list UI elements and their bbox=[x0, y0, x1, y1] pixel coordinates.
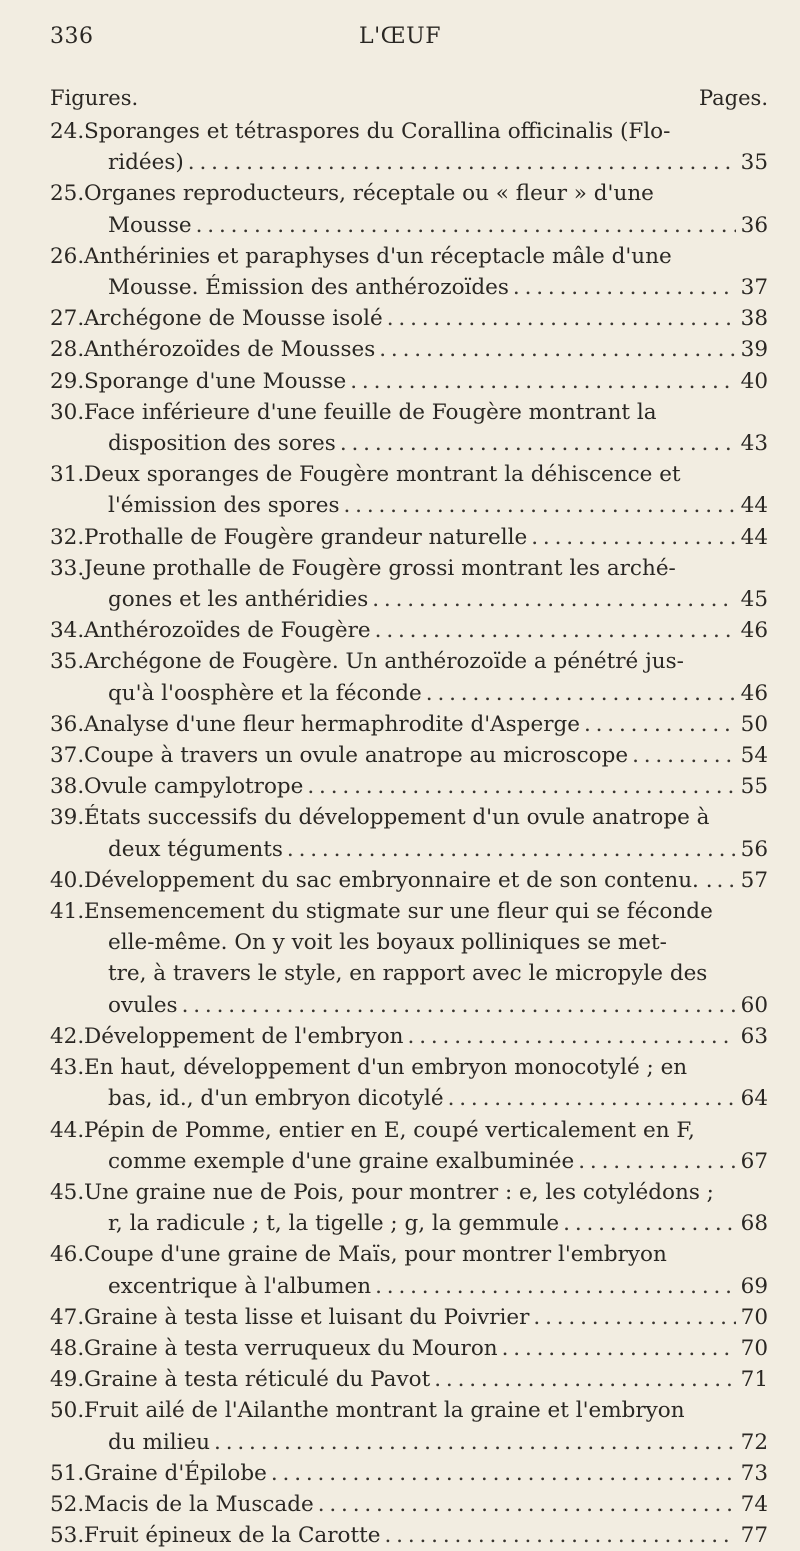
figure-number: 45. bbox=[50, 1179, 85, 1205]
caption-text: Ovule campylotrope bbox=[84, 774, 304, 800]
list-item bbox=[50, 709, 768, 740]
caption-line: Jeune prothalle de Fougère grossi montrant les arché- bbox=[84, 555, 676, 581]
figure-number: 30. bbox=[50, 399, 85, 425]
dot-leader bbox=[182, 990, 736, 1021]
figure-caption bbox=[84, 771, 768, 802]
caption-line: Ensemencement du stigmate sur une fleur qui se féconde bbox=[84, 899, 713, 925]
dot-leader bbox=[563, 1208, 736, 1239]
caption-last-line bbox=[84, 834, 768, 865]
dot-leader bbox=[387, 303, 736, 334]
caption-text: Anthérozoïdes de Mousses bbox=[84, 337, 376, 363]
figure-number: 33. bbox=[50, 555, 85, 581]
caption-last-line bbox=[84, 210, 768, 241]
figure-number: 31. bbox=[50, 462, 85, 488]
figure-caption bbox=[84, 1458, 768, 1489]
caption-last-line bbox=[84, 709, 768, 740]
figure-number: 46. bbox=[50, 1242, 85, 1268]
dot-leader bbox=[379, 334, 736, 365]
figure-caption bbox=[84, 522, 768, 553]
caption-line: Face inférieure d'une feuille de Fougère montrant la bbox=[84, 399, 657, 425]
figure-number: 34. bbox=[50, 618, 85, 644]
caption-last-line bbox=[84, 865, 768, 896]
figure-caption bbox=[84, 303, 768, 334]
caption-last-line bbox=[84, 303, 768, 334]
figure-caption bbox=[84, 865, 768, 896]
dot-leader bbox=[350, 366, 736, 397]
list-item bbox=[50, 771, 768, 802]
caption-last-line bbox=[84, 1489, 768, 1520]
caption-text: Mousse bbox=[108, 212, 192, 238]
caption-text: r, la radicule ; t, la tigelle ; g, la gemmule bbox=[108, 1211, 560, 1237]
list-item bbox=[50, 459, 768, 521]
page-reference: 36 bbox=[740, 212, 768, 238]
page-reference: 63 bbox=[740, 1023, 768, 1049]
list-item bbox=[50, 1021, 768, 1052]
caption-last-line bbox=[84, 1458, 768, 1489]
caption-line: Coupe d'une graine de Maïs, pour montrer l'embryon bbox=[84, 1242, 667, 1268]
dot-leader bbox=[372, 584, 736, 615]
page-reference: 44 bbox=[740, 493, 768, 519]
list-item bbox=[50, 241, 768, 303]
page-reference: 38 bbox=[740, 306, 768, 332]
dot-leader bbox=[271, 1458, 736, 1489]
dot-leader bbox=[375, 615, 736, 646]
caption-line: Anthérinies et paraphyses d'un réceptacle mâle d'une bbox=[84, 243, 672, 269]
figure-caption bbox=[84, 1177, 768, 1239]
caption-last-line bbox=[84, 1427, 768, 1458]
figure-caption bbox=[84, 1052, 768, 1114]
caption-text: Anthérozoïdes de Fougère bbox=[84, 618, 371, 644]
caption-last-line bbox=[84, 272, 768, 303]
caption-last-line bbox=[84, 740, 768, 771]
caption-last-line bbox=[84, 366, 768, 397]
page-reference: 72 bbox=[740, 1429, 768, 1455]
figure-list bbox=[50, 116, 768, 1551]
list-item bbox=[50, 1489, 768, 1520]
caption-text: Analyse d'une fleur hermaphrodite d'Asperge bbox=[84, 711, 580, 737]
page-reference: 57 bbox=[740, 867, 768, 893]
figure-number: 28. bbox=[50, 337, 85, 363]
figure-caption bbox=[84, 116, 768, 178]
page-reference: 46 bbox=[740, 618, 768, 644]
dot-leader bbox=[513, 272, 736, 303]
caption-text: ovules bbox=[108, 992, 178, 1018]
caption-text: Fruit épineux de la Carotte bbox=[84, 1523, 381, 1549]
caption-last-line bbox=[84, 1520, 768, 1551]
caption-last-line bbox=[84, 678, 768, 709]
caption-text: Archégone de Mousse isolé bbox=[84, 306, 383, 332]
caption-text: Macis de la Muscade bbox=[84, 1491, 314, 1517]
caption-last-line bbox=[84, 1021, 768, 1052]
figure-caption bbox=[84, 896, 768, 1021]
dot-leader bbox=[578, 1146, 736, 1177]
figure-caption bbox=[84, 709, 768, 740]
caption-last-line bbox=[84, 147, 768, 178]
caption-last-line bbox=[84, 428, 768, 459]
caption-text: Mousse. Émission des anthérozoïdes bbox=[108, 275, 509, 301]
figure-number: 25. bbox=[50, 181, 85, 207]
caption-last-line bbox=[84, 1208, 768, 1239]
figure-caption bbox=[84, 178, 768, 240]
list-item bbox=[50, 303, 768, 334]
figure-number: 29. bbox=[50, 368, 85, 394]
caption-text: comme exemple d'une graine exalbuminée bbox=[108, 1148, 575, 1174]
page-reference: 67 bbox=[740, 1148, 768, 1174]
figure-caption bbox=[84, 1021, 768, 1052]
dot-leader bbox=[584, 709, 736, 740]
list-item bbox=[50, 1302, 768, 1333]
page-header bbox=[50, 24, 750, 64]
figure-number: 44. bbox=[50, 1117, 85, 1143]
figure-number: 47. bbox=[50, 1304, 85, 1330]
figure-number: 48. bbox=[50, 1335, 85, 1361]
list-item bbox=[50, 366, 768, 397]
dot-leader bbox=[384, 1520, 736, 1551]
page-reference: 40 bbox=[740, 368, 768, 394]
caption-text: bas, id., d'un embryon dicotylé bbox=[108, 1086, 444, 1112]
caption-last-line bbox=[84, 771, 768, 802]
dot-leader bbox=[188, 147, 736, 178]
list-item bbox=[50, 802, 768, 864]
caption-last-line bbox=[84, 990, 768, 1021]
caption-last-line bbox=[84, 1302, 768, 1333]
list-item bbox=[50, 178, 768, 240]
page-reference: 55 bbox=[740, 774, 768, 800]
list-item bbox=[50, 1239, 768, 1301]
dot-leader bbox=[196, 210, 736, 241]
figure-number: 53. bbox=[50, 1523, 85, 1549]
figure-number: 37. bbox=[50, 743, 85, 769]
caption-last-line bbox=[84, 334, 768, 365]
figures-column-label: Figures. bbox=[50, 86, 139, 110]
page-reference: 35 bbox=[740, 150, 768, 176]
list-item bbox=[50, 1052, 768, 1114]
page-reference: 56 bbox=[740, 836, 768, 862]
page-reference: 54 bbox=[740, 743, 768, 769]
list-item bbox=[50, 397, 768, 459]
list-item bbox=[50, 1115, 768, 1177]
dot-leader bbox=[632, 740, 736, 771]
caption-text: qu'à l'oosphère et la féconde bbox=[108, 680, 422, 706]
figure-number: 38. bbox=[50, 774, 85, 800]
dot-leader bbox=[531, 522, 736, 553]
dot-leader bbox=[307, 771, 736, 802]
figure-number: 35. bbox=[50, 649, 85, 675]
caption-last-line bbox=[84, 522, 768, 553]
page-reference: 74 bbox=[740, 1491, 768, 1517]
figure-caption bbox=[84, 334, 768, 365]
figure-number: 41. bbox=[50, 899, 85, 925]
figure-caption bbox=[84, 553, 768, 615]
list-item bbox=[50, 615, 768, 646]
figure-number: 24. bbox=[50, 119, 85, 144]
list-item bbox=[50, 896, 768, 1021]
caption-text: Développement de l'embryon bbox=[84, 1023, 404, 1049]
dot-leader bbox=[287, 834, 736, 865]
dot-leader bbox=[375, 1271, 736, 1302]
caption-text: Coupe à travers un ovule anatrope au microscope bbox=[84, 743, 629, 769]
page-number: 336 bbox=[50, 24, 94, 49]
page-reference: 69 bbox=[740, 1273, 768, 1299]
caption-text: Développement du sac embryonnaire et de son contenu. . bbox=[84, 867, 713, 893]
figure-caption bbox=[84, 1333, 768, 1364]
page-reference: 50 bbox=[740, 711, 768, 737]
list-item bbox=[50, 522, 768, 553]
caption-last-line bbox=[84, 1333, 768, 1364]
dot-leader bbox=[408, 1021, 736, 1052]
figure-number: 42. bbox=[50, 1023, 85, 1049]
page-reference: 46 bbox=[740, 680, 768, 706]
page-reference: 70 bbox=[740, 1335, 768, 1361]
caption-line: En haut, développement d'un embryon monocotylé ; en bbox=[84, 1055, 688, 1081]
caption-line: Pépin de Pomme, entier en E, coupé verticalement en F, bbox=[84, 1117, 695, 1143]
figure-caption bbox=[84, 459, 768, 521]
page-reference: 71 bbox=[740, 1367, 768, 1393]
list-item bbox=[50, 1333, 768, 1364]
figure-number: 36. bbox=[50, 711, 85, 737]
figure-caption bbox=[84, 366, 768, 397]
caption-text: gones et les anthéridies bbox=[108, 587, 369, 613]
figure-number: 43. bbox=[50, 1055, 85, 1081]
caption-line: États successifs du développement d'un ovule anatrope à bbox=[84, 805, 710, 831]
caption-last-line bbox=[84, 1364, 768, 1395]
list-item bbox=[50, 1364, 768, 1395]
caption-last-line bbox=[84, 490, 768, 521]
caption-last-line bbox=[84, 584, 768, 615]
figure-caption bbox=[84, 1489, 768, 1520]
dot-leader bbox=[533, 1302, 736, 1333]
dot-leader bbox=[340, 428, 736, 459]
figure-caption bbox=[84, 241, 768, 303]
pages-column-label: Pages. bbox=[698, 86, 768, 110]
list-item bbox=[50, 116, 768, 178]
dot-leader bbox=[426, 678, 736, 709]
page-reference: 73 bbox=[740, 1460, 768, 1486]
caption-text: ridées) bbox=[108, 150, 184, 176]
figure-caption bbox=[84, 1239, 768, 1301]
caption-text: Graine d'Épilobe bbox=[84, 1460, 267, 1486]
figure-caption bbox=[84, 646, 768, 708]
list-item bbox=[50, 334, 768, 365]
caption-line: Archégone de Fougère. Un anthérozoïde a pénétré jus- bbox=[84, 649, 684, 675]
caption-line: tre, à travers le style, en rapport avec le micropyle des bbox=[108, 961, 708, 987]
dot-leader bbox=[343, 490, 736, 521]
figure-caption bbox=[84, 1364, 768, 1395]
figure-caption bbox=[84, 802, 768, 864]
caption-line: Sporanges et tétraspores du Corallina officinalis (Flo- bbox=[84, 119, 671, 144]
page-reference: 77 bbox=[740, 1523, 768, 1549]
list-item bbox=[50, 1395, 768, 1457]
page-reference: 70 bbox=[740, 1304, 768, 1330]
caption-line: Une graine nue de Pois, pour montrer : e, les cotylédons ; bbox=[84, 1179, 714, 1205]
caption-text: disposition des sores bbox=[108, 431, 336, 457]
caption-line: Deux sporanges de Fougère montrant la déhiscence et bbox=[84, 462, 681, 488]
list-item bbox=[50, 1520, 768, 1551]
figure-number: 32. bbox=[50, 524, 85, 550]
figure-number: 27. bbox=[50, 306, 85, 332]
figure-caption bbox=[84, 1395, 768, 1457]
caption-text: excentrique à l'albumen bbox=[108, 1273, 372, 1299]
figure-number: 26. bbox=[50, 243, 85, 269]
caption-line: Organes reproducteurs, réceptale ou « fleur » d'une bbox=[84, 181, 654, 207]
page-reference: 68 bbox=[740, 1211, 768, 1237]
dot-leader bbox=[318, 1489, 736, 1520]
dot-leader bbox=[448, 1083, 736, 1114]
caption-line: elle-même. On y voit les boyaux polliniques se met- bbox=[108, 930, 667, 956]
caption-last-line bbox=[84, 1083, 768, 1114]
figure-number: 39. bbox=[50, 805, 85, 831]
list-item bbox=[50, 740, 768, 771]
caption-text: l'émission des spores bbox=[108, 493, 340, 519]
list-item bbox=[50, 1177, 768, 1239]
caption-text: Sporange d'une Mousse bbox=[84, 368, 347, 394]
caption-text: Graine à testa lisse et luisant du Poivrier bbox=[84, 1304, 530, 1330]
caption-text: Graine à testa verruqueux du Mouron bbox=[84, 1335, 498, 1361]
caption-line: Fruit ailé de l'Ailanthe montrant la graine et l'embryon bbox=[84, 1398, 685, 1424]
dot-leader bbox=[434, 1364, 736, 1395]
figure-number: 40. bbox=[50, 867, 85, 893]
dot-leader bbox=[214, 1427, 736, 1458]
page-reference: 44 bbox=[740, 524, 768, 550]
figure-caption bbox=[84, 1520, 768, 1551]
caption-last-line bbox=[84, 1271, 768, 1302]
list-item bbox=[50, 646, 768, 708]
figure-number: 49. bbox=[50, 1367, 85, 1393]
column-headings bbox=[50, 86, 768, 116]
page-reference: 39 bbox=[740, 337, 768, 363]
caption-last-line bbox=[84, 615, 768, 646]
page-reference: 43 bbox=[740, 431, 768, 457]
dot-leader bbox=[502, 1333, 736, 1364]
caption-text: du milieu bbox=[108, 1429, 211, 1455]
figure-caption bbox=[84, 1115, 768, 1177]
running-title: L'ŒUF bbox=[359, 24, 441, 49]
dot-leader bbox=[717, 865, 736, 896]
figure-number: 51. bbox=[50, 1460, 85, 1486]
figure-caption bbox=[84, 740, 768, 771]
figure-caption bbox=[84, 397, 768, 459]
figure-caption bbox=[84, 615, 768, 646]
figure-number: 50. bbox=[50, 1398, 85, 1424]
caption-text: deux téguments bbox=[108, 836, 283, 862]
page-reference: 37 bbox=[740, 275, 768, 301]
caption-text: Prothalle de Fougère grandeur naturelle bbox=[84, 524, 528, 550]
list-item bbox=[50, 553, 768, 615]
page-reference: 64 bbox=[740, 1086, 768, 1112]
page-reference: 45 bbox=[740, 587, 768, 613]
caption-text: Graine à testa réticulé du Pavot bbox=[84, 1367, 431, 1393]
list-item bbox=[50, 1458, 768, 1489]
list-item bbox=[50, 865, 768, 896]
caption-last-line bbox=[84, 1146, 768, 1177]
page-reference: 60 bbox=[740, 992, 768, 1018]
figure-number: 52. bbox=[50, 1491, 85, 1517]
figure-caption bbox=[84, 1302, 768, 1333]
